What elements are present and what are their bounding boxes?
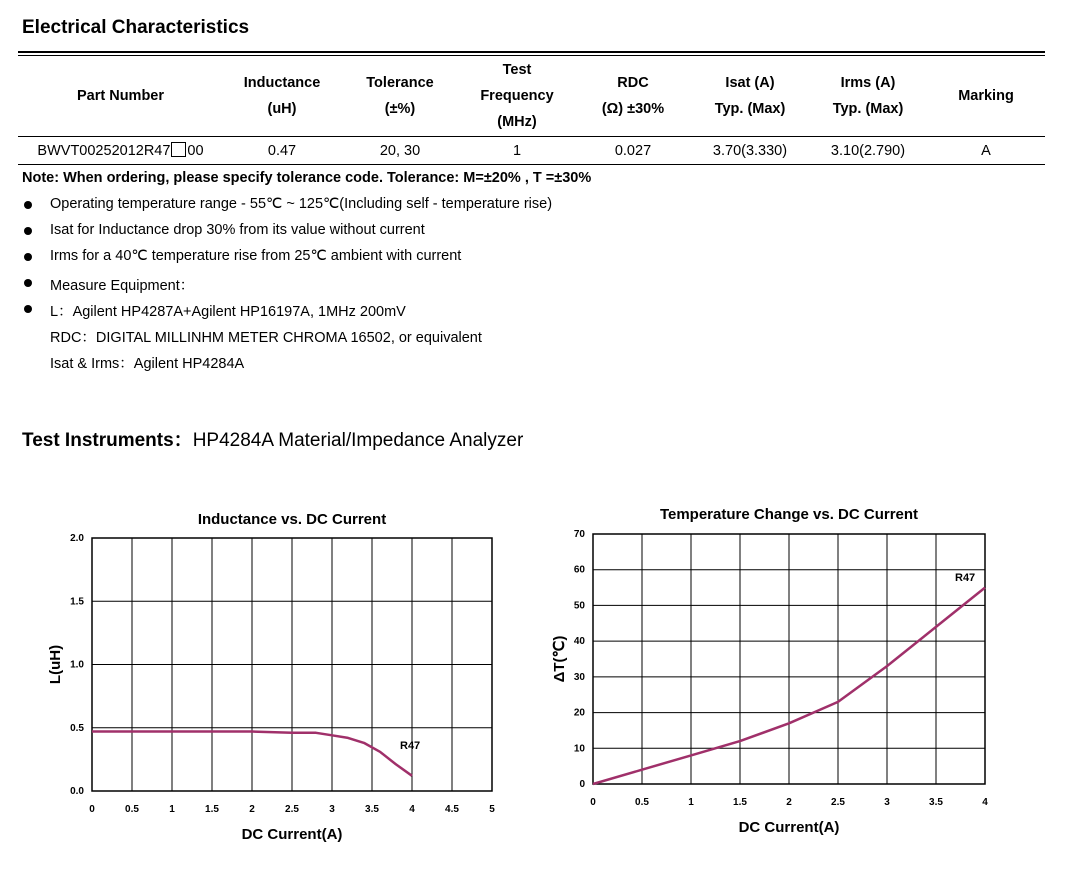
x-tick-label: 0.5	[125, 804, 139, 815]
cell-frequency: 1	[459, 137, 575, 165]
chart-title: Temperature Change vs. DC Current	[659, 506, 919, 523]
test-instruments-line	[22, 425, 523, 452]
y-tick-label: 60	[573, 564, 585, 576]
header-isat: Isat (A) Typ. (Max)	[714, 75, 786, 117]
y-tick-label: 0	[579, 779, 585, 790]
y-tick-label: 30	[573, 671, 585, 683]
header-rdc: RDC (Ω) ±30%	[601, 75, 665, 117]
x-tick-label: 2.5	[831, 797, 845, 808]
y-tick-label: 40	[573, 636, 585, 648]
bullet-dot-icon	[24, 253, 32, 261]
ordering-note: Note: When ordering, please specify tolerance code. Tolerance: M=±20% , T =±30%	[22, 170, 592, 186]
cell-part-number: BWVT00252012R47 00	[18, 137, 223, 165]
header-marking: Marking	[958, 88, 1014, 104]
test-instruments-value: HP4284A Material/Impedance Analyzer	[192, 430, 524, 451]
cell-marking: A	[927, 137, 1045, 165]
x-tick-label: 3.5	[929, 797, 943, 808]
x-tick-label: 2	[786, 797, 792, 808]
bullet-dot-icon	[24, 201, 32, 209]
y-tick-label: 70	[573, 529, 585, 540]
y-tick-label: 1.5	[70, 596, 84, 608]
x-tick-label: 1	[169, 804, 175, 815]
x-tick-label: 5	[489, 804, 495, 815]
chart-inductance-vs-current	[0, 495, 530, 855]
y-tick-label: 2.0	[70, 533, 84, 544]
x-axis-label: DC Current(A)	[738, 819, 840, 836]
y-tick-label: 1.0	[70, 659, 84, 671]
x-axis-label: DC Current(A)	[241, 826, 343, 843]
x-tick-label: 2.5	[285, 804, 299, 815]
spec-table	[18, 56, 1045, 165]
x-tick-label: 4	[409, 804, 415, 815]
chart-temperature-vs-current	[530, 495, 1069, 855]
series-label: R47	[400, 740, 421, 752]
x-tick-label: 1.5	[205, 804, 219, 815]
y-tick-label: 50	[573, 600, 585, 612]
header-inductance: Inductance (uH)	[243, 75, 321, 117]
y-tick-label: 0.5	[70, 722, 84, 734]
x-tick-label: 0	[590, 797, 596, 808]
x-tick-label: 3	[329, 804, 335, 815]
tolerance-code-placeholder-box	[171, 142, 186, 157]
cell-tolerance: 20, 30	[341, 137, 459, 165]
x-tick-label: 4.5	[445, 804, 459, 815]
x-tick-label: 3	[884, 797, 890, 808]
header-tolerance: Tolerance (±%)	[366, 75, 434, 117]
x-tick-label: 0.5	[635, 797, 649, 808]
x-tick-label: 1	[688, 797, 694, 808]
title-rule-thick	[18, 51, 1045, 53]
x-tick-label: 3.5	[365, 804, 379, 815]
bullet-dot-icon	[24, 227, 32, 235]
series-label: R47	[955, 572, 976, 584]
bullet-dot-icon	[24, 305, 32, 313]
cell-inductance: 0.47	[223, 137, 341, 165]
y-axis-label: L(uH)	[47, 644, 64, 685]
header-test-frequency: Test Frequency (MHz)	[480, 62, 554, 130]
cell-irms: 3.10(2.790)	[809, 137, 927, 165]
x-tick-label: 2	[249, 804, 255, 815]
bullet-dot-icon	[24, 279, 32, 287]
y-tick-label: 20	[573, 707, 585, 719]
x-tick-label: 1.5	[733, 797, 747, 808]
header-part-number: Part Number	[76, 88, 165, 104]
test-instruments-label: Test Instruments：	[22, 430, 193, 451]
spec-table-row	[18, 137, 1045, 165]
y-tick-label: 10	[573, 743, 585, 755]
y-axis-label: ΔT(℃)	[551, 635, 568, 683]
chart-title: Inductance vs. DC Current	[197, 511, 387, 528]
cell-rdc: 0.027	[575, 137, 691, 165]
x-tick-label: 4	[982, 797, 988, 808]
section-title-electrical: Electrical Characteristics	[22, 17, 250, 38]
spec-table-header-row	[18, 56, 1045, 137]
header-irms: Irms (A) Typ. (Max)	[832, 75, 904, 117]
y-tick-label: 0.0	[70, 786, 84, 797]
cell-isat: 3.70(3.330)	[691, 137, 809, 165]
x-tick-label: 0	[89, 804, 95, 815]
